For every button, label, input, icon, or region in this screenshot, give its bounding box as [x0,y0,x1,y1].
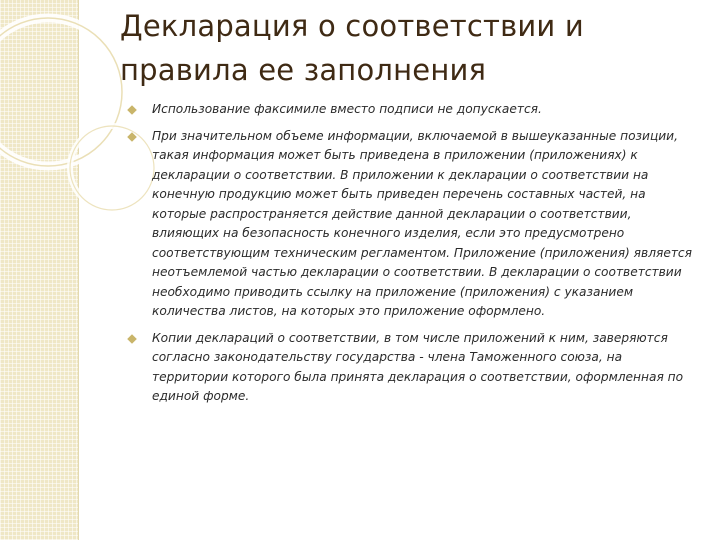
bullet-item [128,100,698,120]
bullet-item [128,329,698,407]
bullet-item [128,127,698,322]
bullet-list [128,100,698,414]
slide-title: Декларация о соответствии и правила ее заполнения [120,9,584,87]
bullet-text: Использование факсимиле вместо подписи не допускается. [152,102,542,116]
bullet-text: Копии деклараций о соответствии, в том числе приложений к ним, заверяются согласно законодательству государства - члена Таможенного союза, на территории которого была принята декларация о соответствии, оформленная по единой форме. [152,330,684,403]
bullet-icon [127,132,137,142]
bullet-icon [127,334,137,344]
decorative-side-panel [0,0,79,540]
bullet-icon [127,105,137,115]
bullet-text: При значительном объеме информации, включаемой в вышеуказанные позиции, такая информация может быть приведена в приложении (приложениях) к декларации о соответствии. В приложении к декларации о соответствии на конечную продукцию может быть приведен перечень составных частей, на которые распространяется действие данной декларации о соответствии, влияющих на безопасность конечного изделия, если это предусмотрено соответствующим техническим регламентом. Приложение (приложения) является неотъемлемой частью декларации о соответствии. В декларации о соответствии необходимо приводить ссылку на приложение (приложения) с указанием количества листов, на которых это приложение оформлено. [152,128,692,318]
